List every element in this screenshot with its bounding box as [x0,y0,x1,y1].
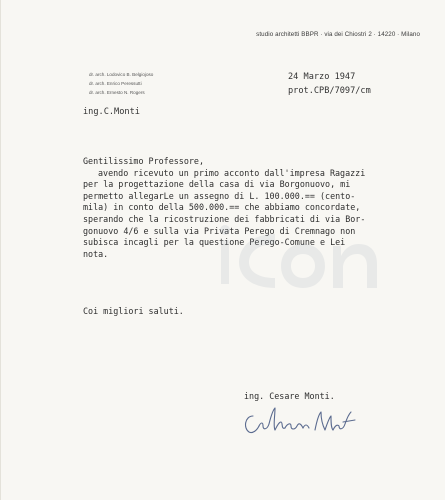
partner-name: dr. arch. Ernesto N. Rogers [89,90,145,95]
date-block [288,70,371,98]
protocol-number: prot.CPB/7097/cm [288,86,371,96]
body-line: mila) in conto della 500.000.== che abbiamo concordate, [83,202,361,213]
letterhead: studio architetti BBPR · via dei Chiostri 2 · 14220 · Milano [256,31,420,38]
handwritten-signature [239,402,359,442]
signed-name: ing. Cesare Monti. [244,391,335,401]
body-line: nota. [83,248,109,259]
letter-date: 24 Marzo 1947 [288,72,356,82]
addressee: ing.C.Monti [83,107,140,117]
body-line: gonuovo 4/6 e sulla via Privata Perego di Cremnago non [83,225,356,236]
body-line: per la progettazione della casa di via Borgonuovo, mi [83,179,351,190]
body-line: permetto allegarLe un assegno di L. 100.000.== (cento- [83,190,356,201]
body-line: subisca incagli per la questione Perego-Comune e Lei [83,237,346,248]
partner-name: dr. arch. Lodovico B. Belgiojoso [89,72,154,77]
salutation: Gentilissimo Professore, [83,156,205,166]
partner-name: dr. arch. Enrico Peressutti [89,81,142,86]
closing-line: Coi migliori saluti. [83,306,184,316]
watermark-logo [215,210,385,300]
body-line: avendo ricevuto un primo acconto dall'impresa Ragazzi [98,167,366,178]
partners-list [89,70,153,97]
body-line: sperando che la ricostruzione dei fabbricati di via Bor- [83,213,366,224]
